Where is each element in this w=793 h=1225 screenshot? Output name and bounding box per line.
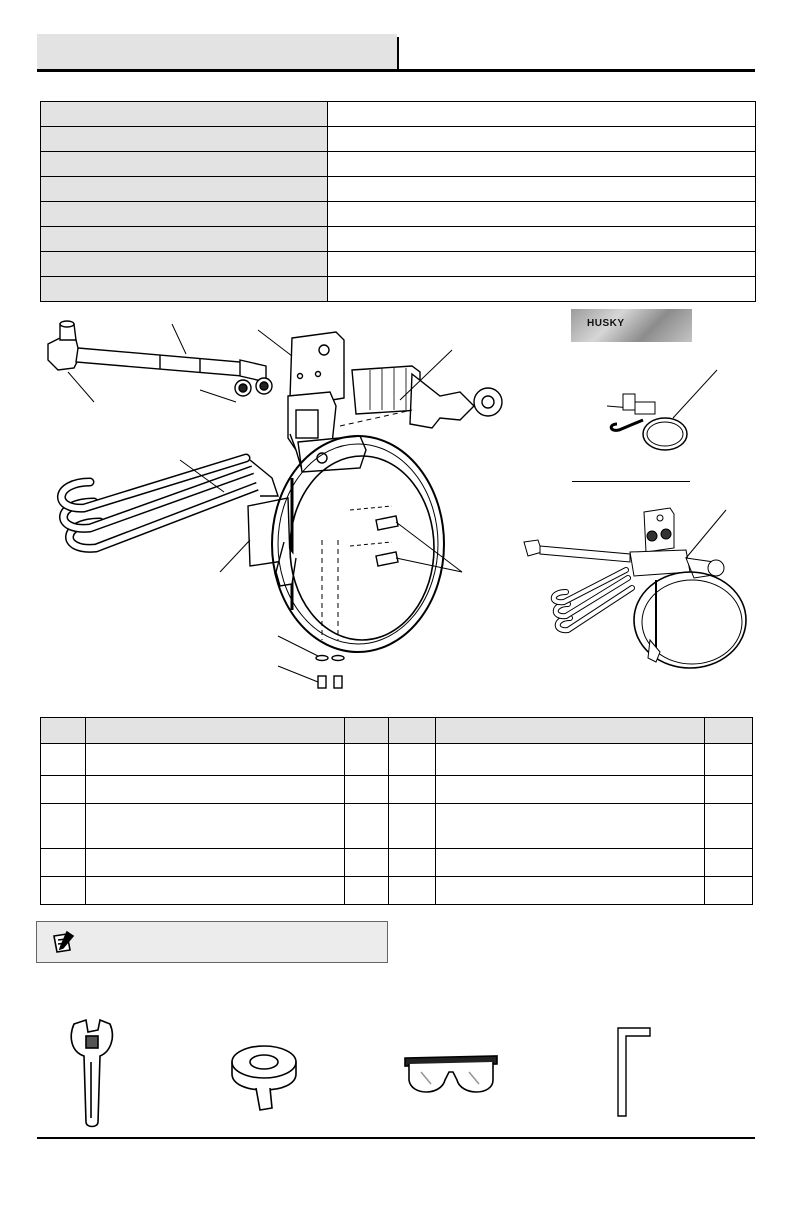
parts-header-cell [705, 718, 753, 744]
table-row [41, 776, 753, 804]
parts-header-row [41, 718, 753, 744]
spec-label [41, 202, 328, 227]
table-cell [436, 804, 705, 848]
table-cell [389, 743, 436, 776]
parts-header-cell [345, 718, 389, 744]
spec-value [328, 227, 756, 252]
specifications-table [40, 101, 756, 302]
spec-row [41, 277, 756, 302]
spec-value [328, 277, 756, 302]
spec-value [328, 202, 756, 227]
inset-valve-diagram [595, 366, 735, 466]
exploded-parts-diagram [40, 310, 520, 705]
table-cell [41, 848, 86, 876]
table-row [41, 804, 753, 848]
table-row [41, 876, 753, 904]
table-cell [41, 776, 86, 804]
spec-value [328, 152, 756, 177]
table-cell [705, 743, 753, 776]
spec-row [41, 152, 756, 177]
spec-row [41, 177, 756, 202]
table-cell [86, 876, 345, 904]
table-cell [705, 776, 753, 804]
header-title-tab [37, 34, 397, 70]
note-pad-icon [49, 930, 75, 956]
spec-row [41, 227, 756, 252]
table-cell [436, 876, 705, 904]
spec-value [328, 252, 756, 277]
note-box [36, 921, 388, 963]
inset-divider [572, 481, 690, 482]
table-row [41, 848, 753, 876]
spec-label [41, 152, 328, 177]
table-cell [86, 776, 345, 804]
husky-logo [571, 309, 692, 342]
table-row [41, 743, 753, 776]
thread-seal-tape-icon [226, 1040, 302, 1112]
table-cell [345, 776, 389, 804]
spec-row [41, 102, 756, 127]
safety-glasses-icon [401, 1050, 501, 1102]
table-cell [705, 804, 753, 848]
table-cell [389, 848, 436, 876]
parts-header-cell [86, 718, 345, 744]
table-cell [389, 876, 436, 904]
header-rule [37, 69, 755, 72]
footer-rule [37, 1137, 755, 1139]
assembled-unit-diagram [510, 500, 760, 670]
spec-row [41, 252, 756, 277]
table-cell [389, 804, 436, 848]
table-cell [86, 804, 345, 848]
adjustable-wrench-icon [64, 1018, 120, 1130]
table-cell [436, 776, 705, 804]
spec-value [328, 177, 756, 202]
table-cell [86, 743, 345, 776]
table-cell [345, 804, 389, 848]
parts-list-table [40, 717, 753, 905]
parts-header-cell [389, 718, 436, 744]
spec-row [41, 202, 756, 227]
table-cell [345, 876, 389, 904]
spec-label [41, 277, 328, 302]
table-cell [41, 804, 86, 848]
spec-label [41, 102, 328, 127]
spec-label [41, 227, 328, 252]
table-cell [345, 743, 389, 776]
spec-label [41, 127, 328, 152]
parts-header-cell [41, 718, 86, 744]
table-cell [86, 848, 345, 876]
spec-row [41, 127, 756, 152]
header-divider [397, 37, 399, 70]
spec-value [328, 127, 756, 152]
table-cell [389, 776, 436, 804]
spec-value [328, 102, 756, 127]
table-cell [41, 876, 86, 904]
table-cell [705, 876, 753, 904]
table-cell [436, 848, 705, 876]
parts-header-cell [436, 718, 705, 744]
table-cell [41, 743, 86, 776]
spec-label [41, 252, 328, 277]
table-cell [345, 848, 389, 876]
table-cell [436, 743, 705, 776]
table-cell [705, 848, 753, 876]
spec-label [41, 177, 328, 202]
hex-key-icon [612, 1024, 656, 1120]
husky-logo-text: HUSKY [587, 318, 625, 329]
